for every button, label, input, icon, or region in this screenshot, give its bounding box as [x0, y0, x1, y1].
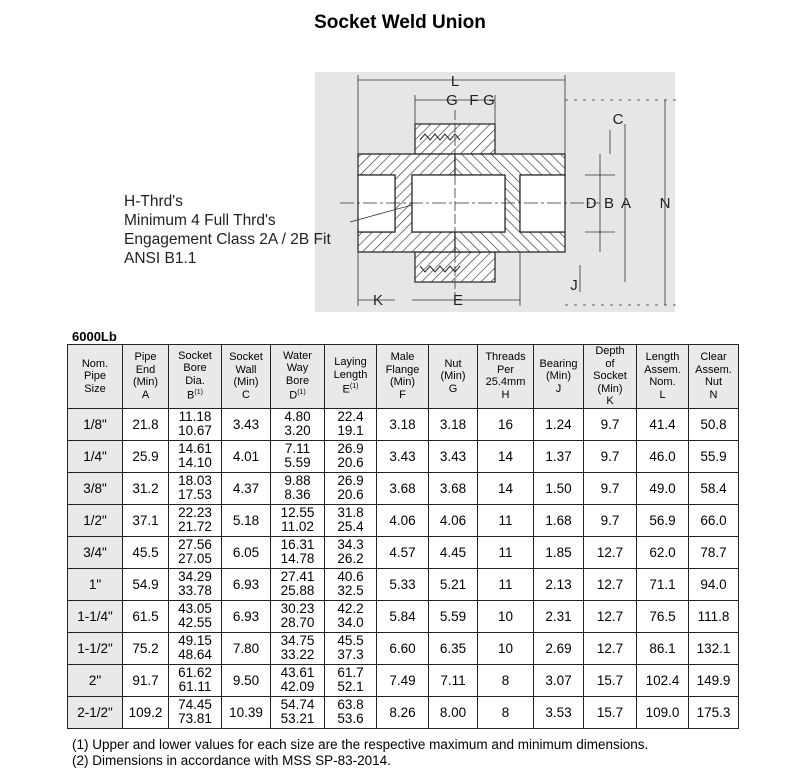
- max-value: 42.2: [337, 601, 364, 616]
- dimension-cell-k: 15.7: [584, 696, 637, 728]
- max-value: 12.55: [280, 505, 315, 520]
- footnote: (2) Dimensions in accordance with MSS SP-83-2014.: [72, 752, 391, 768]
- column-header-line: Threads: [485, 351, 526, 364]
- max-value: 7.11: [284, 441, 311, 456]
- dimension-cell-c: 6.93: [222, 600, 271, 632]
- min-value: 14.78: [280, 551, 315, 566]
- max-value: 27.56: [178, 537, 212, 552]
- dimension-cell-a: 21.8: [123, 408, 169, 440]
- dimension-cell-n: 58.4: [689, 472, 739, 504]
- dimension-cell-c: 5.18: [222, 504, 271, 536]
- dimension-cell-f: 5.84: [377, 600, 429, 632]
- column-header: [637, 345, 689, 409]
- column-header-line: F: [399, 388, 406, 401]
- dimension-cell-j: 1.85: [534, 536, 584, 568]
- column-header-line: Assem.: [644, 363, 681, 376]
- nominal-size-cell: 3/4": [68, 536, 123, 568]
- min-value: 20.6: [337, 487, 364, 502]
- min-value: 25.4: [337, 519, 364, 534]
- footnote-ref: (1): [349, 383, 359, 391]
- dimension-cell-k: 9.7: [584, 504, 637, 536]
- dimension-cell-a: 54.9: [123, 568, 169, 600]
- dimension-cell-h: 14: [478, 472, 534, 504]
- column-header-line: Per: [496, 363, 515, 376]
- pressure-rating-label: 6000Lb: [72, 329, 117, 344]
- table-row: [68, 664, 739, 696]
- max-value: 18.03: [178, 473, 212, 488]
- dimension-cell-l: 41.4: [637, 408, 689, 440]
- dimension-cell-k: 9.7: [584, 472, 637, 504]
- dimension-cell-g: 4.06: [429, 504, 478, 536]
- column-header-line: (Min): [597, 382, 623, 395]
- dimension-cell-l: 71.1: [637, 568, 689, 600]
- dimension-cell-l: 86.1: [637, 632, 689, 664]
- dimension-cell-n: 94.0: [689, 568, 739, 600]
- dim-label-b: B: [603, 195, 615, 212]
- dimension-cell-c: 10.39: [222, 696, 271, 728]
- dimension-cell-e: [325, 568, 377, 600]
- dimension-cell-h: 10: [478, 600, 534, 632]
- dimension-cell-h: 14: [478, 440, 534, 472]
- max-value: 43.05: [178, 601, 212, 616]
- dimension-cell-b: [169, 408, 222, 440]
- table-row: [68, 504, 739, 536]
- dimension-cell-j: 1.24: [534, 408, 584, 440]
- note-line: Minimum 4 Full Thrd's: [124, 212, 276, 229]
- dimension-cell-k: 9.7: [584, 408, 637, 440]
- min-value: 21.72: [178, 519, 212, 534]
- column-header-line: G: [448, 382, 458, 395]
- min-value: 37.3: [337, 647, 364, 662]
- dim-label-d: D: [585, 195, 597, 212]
- table-row: [68, 632, 739, 664]
- dimension-cell-e: [325, 472, 377, 504]
- dimension-cell-f: 3.43: [377, 440, 429, 472]
- column-header: [584, 345, 637, 409]
- column-header-line: H: [501, 388, 510, 401]
- column-header-line: Wall: [235, 363, 257, 376]
- min-value: 28.70: [280, 615, 315, 630]
- column-header-line: (Min): [545, 370, 572, 382]
- dimension-cell-k: 12.7: [584, 632, 637, 664]
- dimension-cell-n: 175.3: [689, 696, 739, 728]
- max-value: 63.8: [337, 697, 364, 712]
- dimension-cell-g: 5.59: [429, 600, 478, 632]
- max-value: 54.74: [280, 697, 315, 712]
- column-header-line: Bore: [183, 362, 207, 375]
- dimension-cell-h: 11: [478, 568, 534, 600]
- table-row: [68, 536, 739, 568]
- max-value: 16.31: [280, 537, 315, 552]
- max-value: 61.62: [178, 665, 212, 680]
- dim-label-g1: G: [446, 92, 458, 109]
- column-header: [222, 345, 271, 409]
- max-value: 22.23: [178, 505, 212, 520]
- table-row: [68, 472, 739, 504]
- dimension-cell-n: 50.8: [689, 408, 739, 440]
- thread-engagement-note: [124, 192, 331, 268]
- column-header-line: Nom.: [81, 357, 109, 370]
- footnote-ref: (1): [297, 389, 306, 397]
- max-value: 34.75: [280, 633, 315, 648]
- dimension-cell-d: [271, 632, 325, 664]
- dimension-cell-e: [325, 536, 377, 568]
- column-header-line: [169, 387, 221, 402]
- max-value: 30.23: [280, 601, 315, 616]
- dimension-cell-l: 102.4: [637, 664, 689, 696]
- min-value: 53.6: [337, 711, 364, 726]
- dimension-cell-d: [271, 472, 325, 504]
- dimension-cell-n: 66.0: [689, 504, 739, 536]
- dim-label-j: J: [570, 277, 578, 294]
- nominal-size-cell: 1/4": [68, 440, 123, 472]
- dimension-cell-l: 76.5: [637, 600, 689, 632]
- dimension-cell-k: 15.7: [584, 664, 637, 696]
- min-value: 61.11: [178, 679, 212, 694]
- dim-label-l: L: [450, 73, 460, 90]
- min-value: 19.1: [337, 423, 364, 438]
- dimension-cell-l: 56.9: [637, 504, 689, 536]
- column-header-line: Laying: [334, 356, 367, 369]
- max-value: 4.80: [284, 409, 311, 424]
- column-header: [169, 345, 222, 409]
- column-header-line: (Min): [440, 370, 466, 382]
- dimension-cell-e: [325, 600, 377, 632]
- column-header-line: Assem.: [695, 363, 732, 376]
- dimension-cell-f: 4.57: [377, 536, 429, 568]
- min-value: 33.78: [178, 583, 212, 598]
- max-value: 40.6: [337, 569, 364, 584]
- dimension-cell-b: [169, 568, 222, 600]
- min-value: 42.55: [178, 615, 212, 630]
- dimension-cell-c: 4.37: [222, 472, 271, 504]
- min-value: 11.02: [281, 519, 314, 534]
- dim-label-c: C: [612, 111, 624, 128]
- column-header: [271, 345, 325, 409]
- dimension-cell-l: 49.0: [637, 472, 689, 504]
- dim-label-n: N: [659, 195, 671, 212]
- table-body: [68, 408, 739, 728]
- min-value: 32.5: [337, 583, 364, 598]
- dimension-cell-f: 3.18: [377, 408, 429, 440]
- column-header-line: Nom.: [649, 376, 676, 389]
- dim-label-k: K: [372, 292, 384, 309]
- table-row: [68, 440, 739, 472]
- column-header: [429, 345, 478, 409]
- column-header-line: Water: [283, 349, 312, 362]
- dimension-cell-j: 3.07: [534, 664, 584, 696]
- column-header-line: Pipe: [134, 351, 157, 364]
- nominal-size-cell: 2": [68, 664, 123, 696]
- dimension-cell-j: 1.50: [534, 472, 584, 504]
- min-value: 27.05: [178, 551, 212, 566]
- table-row: [68, 696, 739, 728]
- nominal-size-cell: 1-1/4": [68, 600, 123, 632]
- dimension-cell-j: 3.53: [534, 696, 584, 728]
- dimension-cell-f: 4.06: [377, 504, 429, 536]
- page-title: Socket Weld Union: [314, 12, 486, 33]
- dimension-cell-d: [271, 696, 325, 728]
- dimension-cell-b: [169, 440, 222, 472]
- dimension-cell-g: 4.45: [429, 536, 478, 568]
- min-value: 33.22: [280, 647, 315, 662]
- dimension-cell-k: 9.7: [584, 440, 637, 472]
- min-value: 20.6: [337, 455, 364, 470]
- max-value: 26.9: [337, 473, 364, 488]
- dimension-cell-a: 31.2: [123, 472, 169, 504]
- max-value: 27.41: [280, 569, 315, 584]
- column-header: [325, 345, 377, 409]
- dimension-cell-f: 6.60: [377, 632, 429, 664]
- min-value: 26.2: [337, 551, 364, 566]
- column-header-line: End: [135, 363, 156, 376]
- max-value: 49.15: [178, 633, 212, 648]
- min-value: 48.64: [178, 647, 212, 662]
- column-header-line: Dia.: [185, 374, 205, 387]
- dimension-cell-b: [169, 504, 222, 536]
- dimension-cell-n: 132.1: [689, 632, 739, 664]
- column-header-line: Clear: [700, 351, 727, 364]
- dimension-cell-a: 91.7: [123, 664, 169, 696]
- column-header: [68, 345, 123, 409]
- max-value: 61.7: [337, 665, 364, 680]
- dim-label-a: A: [620, 195, 632, 212]
- note-line: H-Thrd's: [124, 193, 183, 210]
- column-header-line: Pipe: [83, 370, 107, 382]
- min-value: 14.10: [178, 455, 212, 470]
- dimension-cell-l: 109.0: [637, 696, 689, 728]
- column-header-line: C: [242, 388, 250, 401]
- dimension-cell-g: 8.00: [429, 696, 478, 728]
- nominal-size-cell: 1/8": [68, 408, 123, 440]
- table-row: [68, 408, 739, 440]
- dim-label-g2: G: [483, 92, 495, 109]
- dimension-cell-d: [271, 536, 325, 568]
- column-header-line: N: [709, 388, 718, 401]
- footnote: (1) Upper and lower values for each size are the respective maximum and minimum dimensions.: [72, 737, 649, 752]
- min-value: 53.21: [280, 711, 315, 726]
- column-header-line: Male: [390, 351, 415, 364]
- dimension-cell-a: 75.2: [123, 632, 169, 664]
- column-header-line: [325, 381, 376, 396]
- column-header-letter: E: [342, 383, 350, 396]
- dimension-cell-g: 3.68: [429, 472, 478, 504]
- nominal-size-cell: 2-1/2": [68, 696, 123, 728]
- column-header-line: A: [141, 388, 150, 401]
- dimension-cell-k: 12.7: [584, 568, 637, 600]
- max-value: 34.29: [178, 569, 212, 584]
- dimension-cell-k: 12.7: [584, 536, 637, 568]
- dimension-cell-g: 3.43: [429, 440, 478, 472]
- dimension-cell-e: [325, 632, 377, 664]
- note-line: Engagement Class 2A / 2B Fit: [124, 231, 331, 248]
- dimension-cell-f: 5.33: [377, 568, 429, 600]
- column-header-letter: B: [187, 390, 195, 403]
- column-header-line: K: [606, 395, 614, 407]
- dim-label-f: F: [469, 92, 479, 109]
- dimension-cell-l: 46.0: [637, 440, 689, 472]
- dimension-cell-k: 12.7: [584, 600, 637, 632]
- column-header-line: J: [555, 382, 562, 395]
- column-header-line: L: [659, 388, 666, 401]
- union-cross-section-drawing: [0, 60, 800, 320]
- nominal-size-cell: 1-1/2": [68, 632, 123, 664]
- dimension-cell-b: [169, 632, 222, 664]
- column-header-line: Bearing: [539, 357, 578, 370]
- dimension-cell-j: 2.13: [534, 568, 584, 600]
- dimension-cell-d: [271, 568, 325, 600]
- table-header-row: [68, 345, 739, 409]
- dimension-cell-e: [325, 504, 377, 536]
- column-header-line: Way: [286, 362, 309, 375]
- max-value: 9.88: [284, 473, 311, 488]
- column-header: [534, 345, 584, 409]
- dimension-cell-n: 55.9: [689, 440, 739, 472]
- dimension-cell-d: [271, 600, 325, 632]
- dimension-cell-a: 45.5: [123, 536, 169, 568]
- dimension-cell-f: 8.26: [377, 696, 429, 728]
- dimension-cell-j: 2.31: [534, 600, 584, 632]
- footnotes: [72, 737, 648, 768]
- min-value: 25.88: [280, 583, 315, 598]
- nominal-size-cell: 3/8": [68, 472, 123, 504]
- nominal-size-cell: 1": [68, 568, 123, 600]
- min-value: 5.59: [284, 455, 311, 470]
- column-header: [377, 345, 429, 409]
- dimension-cell-h: 16: [478, 408, 534, 440]
- dim-label-e: E: [452, 292, 464, 309]
- max-value: 34.3: [337, 537, 364, 552]
- column-header-line: [271, 387, 324, 402]
- dimension-cell-c: 4.01: [222, 440, 271, 472]
- min-value: 17.53: [178, 487, 212, 502]
- dimension-cell-g: 7.11: [429, 664, 478, 696]
- column-header-line: Socket: [229, 351, 263, 364]
- min-value: 73.81: [178, 711, 212, 726]
- dimension-cell-h: 8: [478, 696, 534, 728]
- column-header-line: Depth: [595, 345, 625, 357]
- dimension-cell-j: 1.37: [534, 440, 584, 472]
- column-header-letter: D: [289, 390, 298, 403]
- column-header: [478, 345, 534, 409]
- column-header-line: Nut: [444, 357, 462, 370]
- dimension-cell-a: 61.5: [123, 600, 169, 632]
- note-line: ANSI B1.1: [124, 250, 197, 267]
- dimension-cell-b: [169, 664, 222, 696]
- dimension-cell-n: 149.9: [689, 664, 739, 696]
- dimension-table: [67, 344, 739, 729]
- table-row: [68, 600, 739, 632]
- dimension-cell-g: 3.18: [429, 408, 478, 440]
- dimension-cell-h: 11: [478, 536, 534, 568]
- column-header-line: Socket: [178, 349, 212, 362]
- min-value: 10.67: [178, 423, 212, 438]
- column-header-line: Flange: [385, 363, 420, 376]
- column-header-line: 25.4mm: [485, 376, 526, 389]
- dimension-cell-g: 5.21: [429, 568, 478, 600]
- column-header-line: Length: [333, 368, 368, 381]
- dimension-cell-b: [169, 696, 222, 728]
- dimension-cell-b: [169, 600, 222, 632]
- dimension-cell-d: [271, 440, 325, 472]
- column-header-line: Nut: [704, 376, 723, 389]
- dimension-cell-c: 6.93: [222, 568, 271, 600]
- dimension-cell-l: 62.0: [637, 536, 689, 568]
- dimension-cell-c: 3.43: [222, 408, 271, 440]
- dimension-cell-d: [271, 408, 325, 440]
- column-header-line: (Min): [389, 376, 416, 389]
- dimension-cell-h: 8: [478, 664, 534, 696]
- min-value: 52.1: [337, 679, 364, 694]
- dimension-cell-e: [325, 696, 377, 728]
- dimension-cell-a: 37.1: [123, 504, 169, 536]
- dimension-cell-e: [325, 664, 377, 696]
- dimension-cell-b: [169, 536, 222, 568]
- dimension-cell-e: [325, 440, 377, 472]
- dimension-cell-j: 1.68: [534, 504, 584, 536]
- max-value: 14.61: [178, 441, 212, 456]
- footnote-ref: (1): [194, 389, 203, 397]
- max-value: 43.61: [280, 665, 315, 680]
- column-header-line: Length: [645, 351, 680, 364]
- dimension-cell-j: 2.69: [534, 632, 584, 664]
- column-header: [689, 345, 739, 409]
- min-value: 34.0: [337, 615, 364, 630]
- dimension-cell-c: 9.50: [222, 664, 271, 696]
- dimension-cell-n: 78.7: [689, 536, 739, 568]
- dimension-cell-c: 6.05: [222, 536, 271, 568]
- dimension-cell-a: 25.9: [123, 440, 169, 472]
- column-header-line: Size: [84, 382, 106, 395]
- nominal-size-cell: 1/2": [68, 504, 123, 536]
- column-header-line: (Min): [233, 376, 259, 389]
- table-row: [68, 568, 739, 600]
- dimension-cell-b: [169, 472, 222, 504]
- max-value: 22.4: [337, 409, 364, 424]
- column-header-line: (Min): [132, 376, 159, 389]
- max-value: 74.45: [178, 697, 212, 712]
- dimension-cell-h: 11: [478, 504, 534, 536]
- dimension-cell-f: 3.68: [377, 472, 429, 504]
- dimension-cell-n: 111.8: [689, 600, 739, 632]
- dimension-cell-a: 109.2: [123, 696, 169, 728]
- dimension-cell-h: 10: [478, 632, 534, 664]
- min-value: 42.09: [280, 679, 315, 694]
- column-header: [123, 345, 169, 409]
- column-header-line: of: [605, 357, 615, 370]
- dimension-cell-d: [271, 504, 325, 536]
- max-value: 11.18: [178, 409, 212, 424]
- column-header-line: Bore: [285, 374, 310, 387]
- dimension-cell-f: 7.49: [377, 664, 429, 696]
- max-value: 45.5: [337, 633, 364, 648]
- max-value: 31.8: [337, 505, 364, 520]
- max-value: 26.9: [337, 441, 364, 456]
- dimension-cell-d: [271, 664, 325, 696]
- min-value: 8.36: [284, 487, 311, 502]
- dimension-cell-e: [325, 408, 377, 440]
- dimension-cell-c: 7.80: [222, 632, 271, 664]
- column-header-line: Socket: [593, 370, 627, 382]
- dimension-cell-g: 6.35: [429, 632, 478, 664]
- min-value: 3.20: [284, 423, 311, 438]
